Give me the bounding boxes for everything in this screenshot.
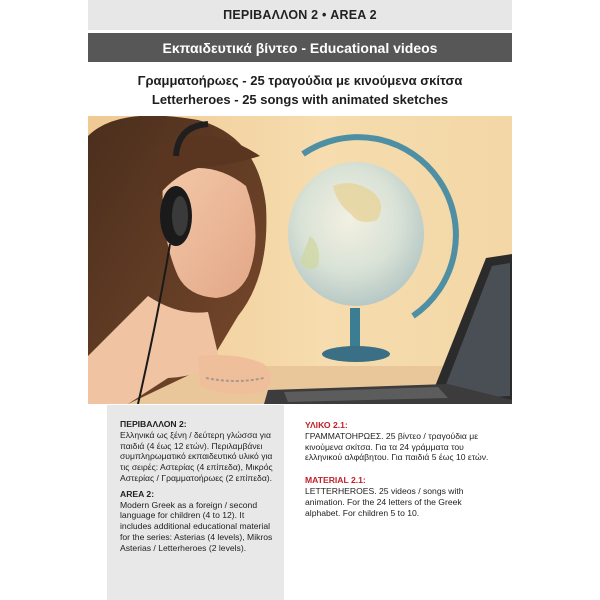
english-area-heading: AREA 2: [120,488,155,499]
english-material-heading: MATERIAL 2.1: [305,475,366,486]
greek-material-heading: ΥΛΙΚΟ 2.1: [305,420,348,430]
left-info-panel [107,405,284,600]
subtitle-english: Letterheroes - 25 songs with animated sketches [151,92,449,107]
right-info-panel [296,405,496,523]
greek-area-heading: ΠΕΡΙΒΑΛΛΟΝ 2: [120,419,187,429]
english-material-text: LETTERHEROES. 25 videos / songs with animation. For the 24 letters of the Greek alphabet. For children 5 to 10. [305,485,464,518]
area-band [88,0,512,30]
greek-material-text: ΓΡΑΜΜΑΤΟΗΡΩΕΣ. 25 βίντεο / τραγούδια με κινούμενα σκίτσα. Για τα 24 γράμματα του ελληνικού αλφάβητου. Για παιδιά 5 έως 10 ετών. [305,430,489,463]
hero-photo [88,116,512,404]
english-area-text: Modern Greek as a foreign / second language for children (4 to 12). It includes additional educational material for the series: Asterias (4 levels), Mikros Asterias / Letterheroes (2 levels). [120,499,273,553]
subtitle-block [88,71,512,109]
subtitle-greek: Γραμματοήρωες - 25 τραγούδια με κινούμενα σκίτσα [137,73,463,88]
girl-photo-subject [88,116,271,404]
area-label: ΠΕΡΙΒΑΛΛΟΝ 2 • AREA 2 [223,8,377,22]
title-band [88,33,512,62]
page-title: Εκπαιδευτικά βίντεο - Educational videos [162,39,438,56]
greek-area-text: Ελληνικά ως ξένη / δεύτερη γλώσσα για παιδιά (4 έως 12 ετών). Περιλαμβάνει συμπληρωματικό εκπαιδευτικό υλικό για τις σειρές: Αστερίας (4 επίπεδα), Μικρός Αστερίας / Γραμματοήρωες (2 επίπεδα). [120,429,273,483]
